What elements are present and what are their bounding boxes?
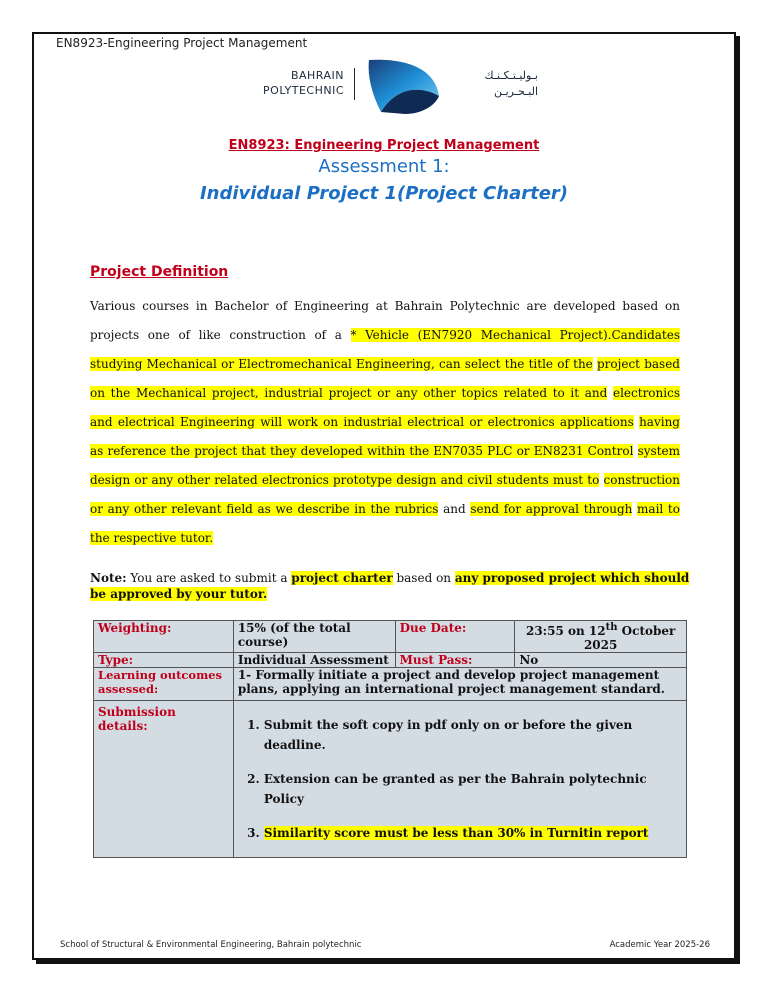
table-row <box>94 653 687 668</box>
table-row <box>94 701 687 858</box>
weighting-label: Weighting: <box>94 621 234 653</box>
submission-details-label: Submission details: <box>94 701 234 858</box>
assessment-info-table <box>93 620 687 858</box>
learning-outcomes-value: 1- Formally initiate a project and develop project management plans, applying an international project management standard. <box>233 668 686 701</box>
submission-details-value <box>233 701 686 858</box>
submission-note: Note: You are asked to submit a project charter based on any proposed project which should be approved by your tutor. <box>90 571 690 601</box>
footer-school: School of Structural & Environmental Engineering, Bahrain polytechnic <box>60 940 362 950</box>
logo-english-text: BAHRAIN POLYTECHNIC <box>263 69 344 97</box>
list-item: 1. Submit the soft copy in pdf only on or before the given deadline. <box>264 715 682 755</box>
assessment-title: Assessment 1: <box>318 156 450 177</box>
logo-emblem-icon <box>361 56 443 116</box>
list-item: 3. Similarity score must be less than 30% in Turnitin report <box>264 823 682 843</box>
running-header: EN8923-Engineering Project Management <box>56 36 308 50</box>
weighting-value: 15% (of the total course) <box>233 621 395 653</box>
due-date-value: 23:55 on 12th October 2025 <box>515 621 687 653</box>
must-pass-value: No <box>515 653 687 668</box>
type-label: Type: <box>94 653 234 668</box>
bahrain-polytechnic-logo <box>244 56 544 116</box>
footer-academic-year: Academic Year 2025-26 <box>609 940 710 950</box>
learning-outcomes-label: Learning outcomes assessed: <box>94 668 234 701</box>
table-row <box>94 668 687 701</box>
list-item: 2. Extension can be granted as per the Bahrain polytechnic Policy <box>264 769 682 809</box>
logo-divider <box>354 68 355 100</box>
must-pass-label: Must Pass: <box>395 653 515 668</box>
project-definition-heading: Project Definition <box>90 264 229 280</box>
course-title: EN8923: Engineering Project Management <box>228 138 540 153</box>
assessment-subtitle: Individual Project 1(Project Charter) <box>199 183 569 204</box>
project-definition-paragraph: Various courses in Bachelor of Engineering at Bahrain Polytechnic are developed based on projects one of like construction of a * Vehicle (EN7920 Mechanical Project).Candidates studying Mechanical or Electromechanical Engineering, can select the title of the project based on the Mechanical project, industrial project or any other topics related to it and electronics and electrical Engineering will work on industrial electrical or electronics applications having as reference the project that they developed within the EN7035 PLC or EN8231 Control system design or any other related electronics prototype design and civil students must to construction or any other relevant field as we describe in the rubrics and send for approval through mail to the respective tutor. <box>90 299 680 545</box>
submission-list <box>238 715 682 843</box>
logo-arabic-text: بـوليـتـكـنـك البـحـريـن <box>484 69 538 98</box>
type-value: Individual Assessment <box>233 653 395 668</box>
table-row <box>94 621 687 653</box>
due-date-label: Due Date: <box>395 621 515 653</box>
